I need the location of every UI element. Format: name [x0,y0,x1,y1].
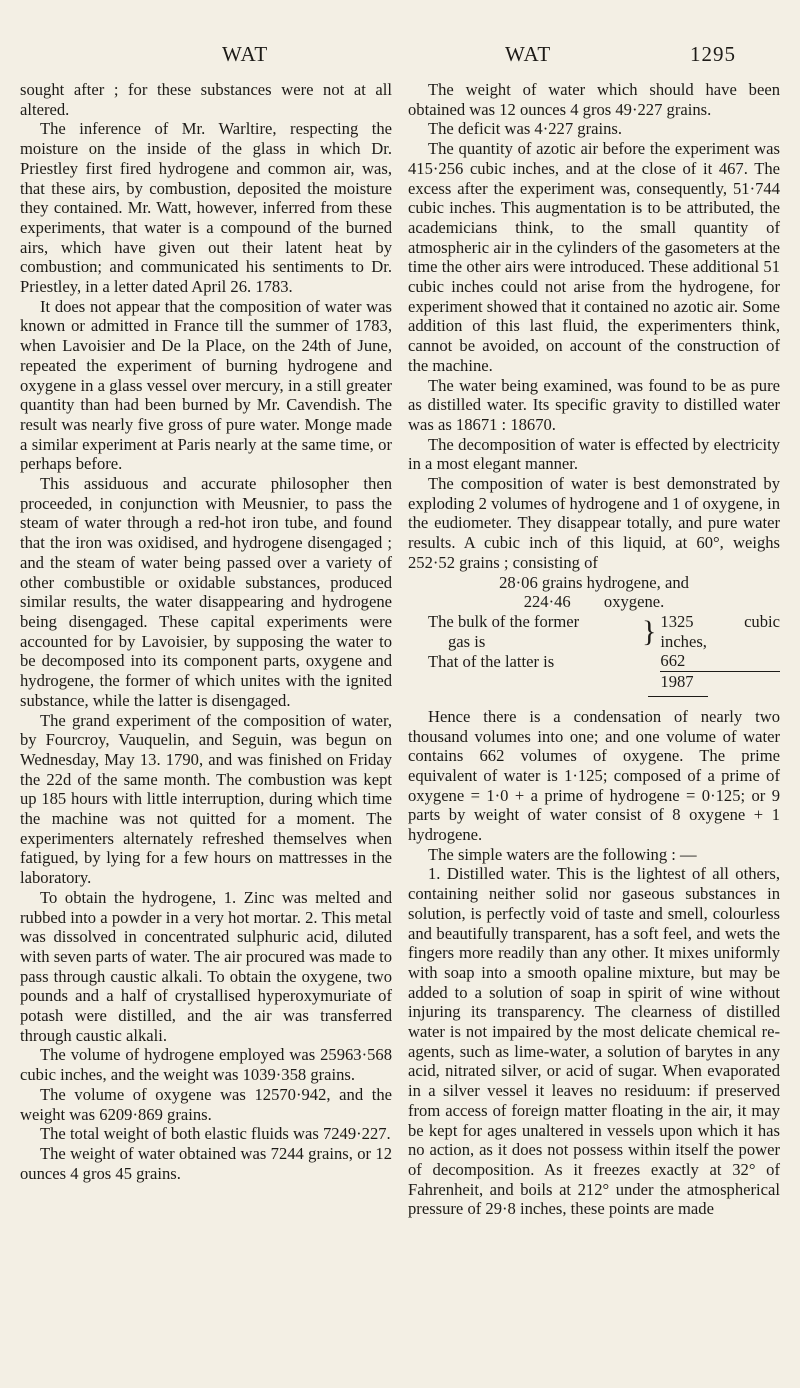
calc-line-hydrogene: 28·06 grains hydrogene, and [499,572,689,592]
paragraph: sought after ; for these substances were not at all altered. [20,80,392,119]
paragraph: The total weight of both elastic fluids was 7249·227. [40,1124,391,1144]
paragraph: The inference of Mr. Warltire, respecting the moisture on the inside of the glass in which Dr. Priestley first fired hydrogene and common air, was, that these airs, by combustion, deposited the moisture they contained. Mr. Watt, however, inferred from these experiments, that water is a compound of the burned airs, which have given out their latent heat by combustion; and communicated his sentiments to Dr. Priestley, in a letter dated April 26. 1783. [20,119,392,297]
paragraph: The water being examined, was found to be as pure as distilled water. Its specific gravity to distilled water was as 18671 : 18670. [408,375,780,434]
page-number: 1295 [690,42,736,66]
calc-line-oxygene [408,592,780,612]
volume-calculation [428,612,780,692]
bulk-former-label-cont: gas is [448,631,486,651]
paragraph: The grand experiment of the composition of water, by Fourcroy, Vauquelin, and Seguin, was begun on Wednesday, May 13. 1790, and was finished on Friday the 22d of the same month. The combustion was kept up 185 hours with little interruption, during which time the machine was not quitted for a moment. The experimenters alternately refreshed themselves when fatigued, by lying for a few hours on mattresses in the laboratory. [20,710,392,888]
paragraph: The volume of oxygene was 12570·942, and the weight was 6209·869 grains. [20,1084,392,1124]
latter-label: That of the latter is [428,651,555,671]
bulk-former-label: The bulk of the former [428,611,580,631]
running-head-left: WAT [222,42,269,66]
paragraph: The quantity of azotic air before the experiment was 415·256 cubic inches, and at the close of it 467. The excess after the experiment was, consequently, 51·744 cubic inches. This augmentation is to be attributed, the academicians think, to the small quantity of atmospheric air in the cylinders of the gasometers at the time the other airs were introduced. These additional 51 cubic inches could not arise from the hydrogene, for experiment showed that it contained no azotic air. Some addition of this last fluid, the experimenters think, cannot be avoided, on account of the construction of the machine. [408,139,780,375]
running-head-middle: WAT [505,42,552,66]
paragraph: The weight of water obtained was 7244 grains, or 12 ounces 4 gros 45 grains. [20,1143,392,1183]
right-column [408,80,780,1219]
paragraph: The deficit was 4·227 grains. [428,119,622,139]
paragraph: 1. Distilled water. This is the lightest of all others, containing neither solid nor gaseous substances in solution, is perfectly void of taste and smell, colourless and beautifully transparent, has a soft feel, and wets the fingers more readily than any other. It mixes uniformly with soap into a smooth opaline mixture, but may be added to a solution of soap in spirit of wine without injuring its transparency. The clearness of distilled water is not impaired by the most delicate chemical re-agents, such as lime-water, a solution of barytes in any acid, nitrated silver, or acid of sugar. When evaporated in a silver vessel it leaves no residuum: if preserved from access of foreign matter floating in the air, it may be kept for ages unaltered in vessels upon which it has no action, as it does not possess within itself the power of decomposition. As it freezes exactly at 32° of Fahrenheit, and boils at 212° under the atmospherical pressure of 29·8 inches, these points are made [408,864,780,1219]
paragraph: To obtain the hydrogene, 1. Zinc was melted and rubbed into a powder in a very hot mortar. 2. This metal was dissolved in concentrated sulphuric acid, diluted with seven parts of water. The air procured was made to pass through caustic alkali. To obtain the oxygene, two pounds and a half of crystallised hyperoxymuriate of potash were distilled, and the air was transferred through caustic alkali. [20,887,392,1045]
paragraph: The composition of water is best demonstrated by exploding 2 volumes of hydrogene and 1 of oxygene, in the eudiometer. They disappear totally, and pure water results. A cubic inch of this liquid, at 60°, weighs 252·52 grains ; consisting of [408,474,780,572]
bulk-former-value: 1325 [660,611,694,631]
left-column [20,80,392,1183]
bulk-unit: cubic inches, [660,611,780,651]
oxygene-grains: 224·46 [523,592,571,612]
paragraph: The volume of hydrogene employed was 25963·568 cubic inches, and the weight was 1039·358 grains. [20,1045,392,1085]
paragraph: The simple waters are the following : — [428,844,697,864]
total-value: 1987 [660,672,780,692]
paragraph: It does not appear that the composition of water was known or admitted in France till the summer of 1783, when Lavoisier and De la Place, on the 24th of June, repeated the experiment of burning hydrogene and oxygene in a glass vessel over mercury, in a still greater quantity than had been burned by Mr. Cavendish. The result was nearly five gross of pure water. Monge made a similar experiment at Paris nearly at the same time, or perhaps before. [20,296,392,474]
latter-value: 662 [660,651,686,671]
paragraph: The decomposition of water is effected by electricity in a most elegant manner. [408,434,780,474]
brace-symbol: } [642,614,657,648]
running-header [0,36,800,76]
paragraph: Hence there is a condensation of nearly two thousand volumes into one; and one volume of water contains 662 volumes of oxygene. The prime equivalent of water is 1·125; composed of a prime of oxygene = 1·0 + a prime of hydrogene = 0·125; or 9 parts by weight of water consist of 8 oxygene + 1 hydrogene. [408,706,780,845]
oxygene-word: oxygene. [603,592,665,612]
paragraph: The weight of water which should have been obtained was 12 ounces 4 gros 49·227 grains. [408,80,780,119]
paragraph: This assiduous and accurate philosopher then proceeded, in conjunction with Meusnier, to pass the steam of water through a red-hot iron tube, and found that the iron was oxidised, and hydrogene disengaged ; and the steam of water being passed over a variety of other combustible or oxidable substances, produced similar results, the water disappearing and hydrogene being disengaged. These capital experiments were accounted for by Lavoisier, by supposing the water to be decomposed into its component parts, oxygene and hydrogene, the former of which unites with the ignited substance, while the latter is disengaged. [20,474,392,710]
